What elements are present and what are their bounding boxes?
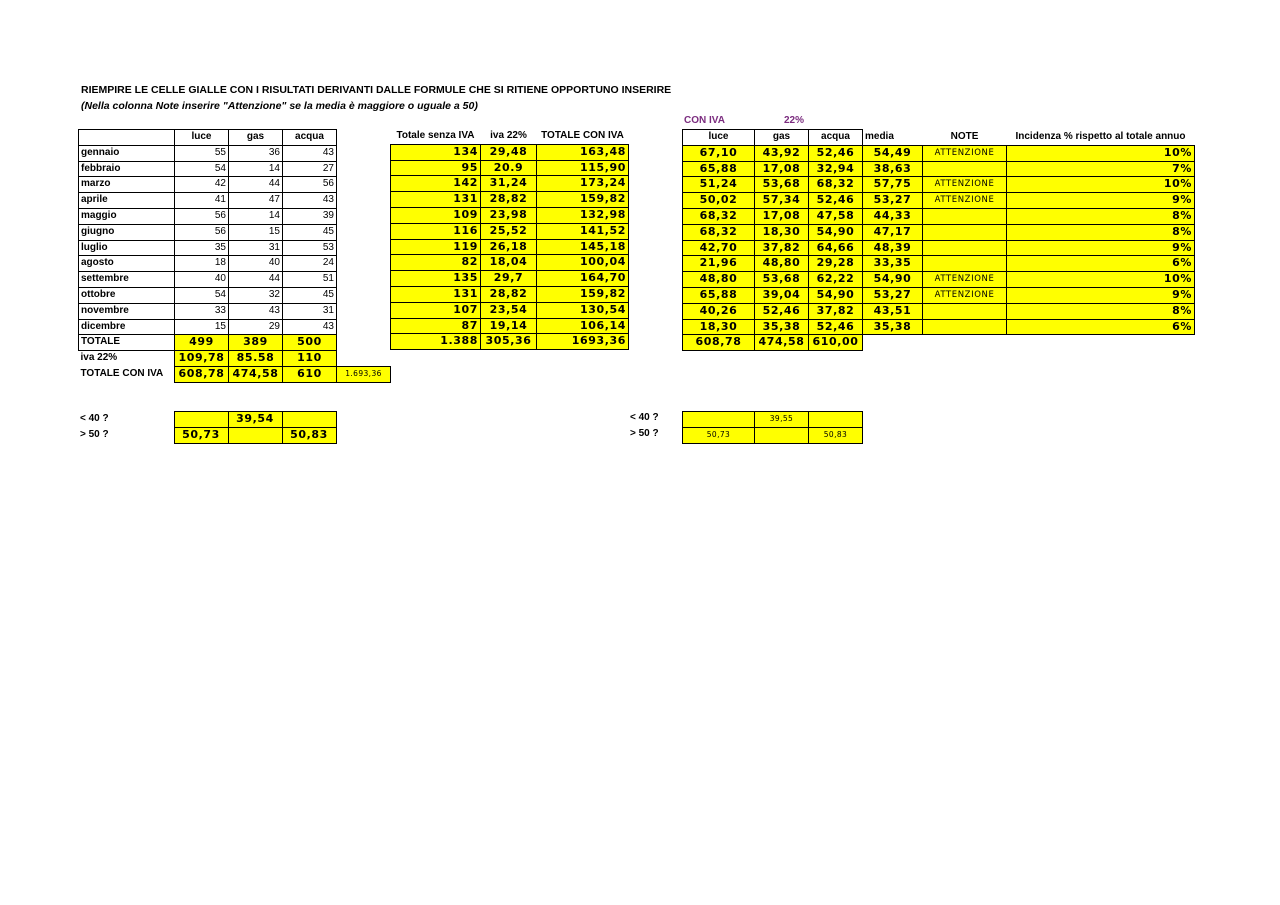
totale-con-iva-cell[interactable]: 145,18	[537, 239, 629, 255]
table-row	[79, 145, 391, 161]
right-acqua-cell[interactable]: 68,32	[809, 177, 863, 193]
media-cell[interactable]: 43,51	[863, 303, 923, 319]
totale-iva-row	[79, 366, 391, 382]
iva-22-cell[interactable]: 20.9	[481, 160, 537, 176]
table-row	[391, 302, 629, 318]
totale-senza-iva-cell[interactable]: 119	[391, 239, 481, 255]
totale-con-iva-cell[interactable]: 100,04	[537, 255, 629, 271]
totals-table	[390, 129, 629, 350]
lt40-gas-cell[interactable]: 39,54	[228, 412, 282, 428]
right-luce-cell[interactable]: 42,70	[683, 240, 755, 256]
table-row	[683, 224, 1195, 240]
table-row	[683, 303, 1195, 319]
totale-senza-iva-cell[interactable]: 87	[391, 318, 481, 334]
totale-label: TOTALE	[79, 335, 175, 351]
table-row	[79, 256, 391, 272]
mid-col-header: Totale senza IVA	[396, 130, 475, 141]
table-row	[391, 286, 629, 302]
value-cell-luce[interactable]: 56	[175, 208, 229, 224]
page-title: RIEMPIRE LE CELLE GIALLE CON I RISULTATI DERIVANTI DALLE FORMULE CHE SI RITIENE OPPORTUNO INSERIRE	[81, 84, 672, 96]
month-label: maggio	[79, 208, 175, 224]
incidenza-cell[interactable]: 6%	[1007, 319, 1195, 335]
note-cell[interactable]	[923, 224, 1007, 240]
note-cell[interactable]: ATTENZIONE	[923, 145, 1007, 161]
right-gas-cell[interactable]: 53,68	[755, 177, 809, 193]
lt40-label: < 40 ?	[80, 413, 109, 424]
totale-senza-iva-cell[interactable]: 109	[391, 207, 481, 223]
value-cell-acqua[interactable]: 43	[283, 145, 337, 161]
right-col-header-acqua: acqua	[809, 130, 863, 146]
table-row	[391, 239, 629, 255]
table-row	[391, 160, 629, 176]
totale-row	[79, 335, 391, 351]
right-gas-cell[interactable]: 17,08	[755, 208, 809, 224]
table-row	[391, 207, 629, 223]
value-cell-luce[interactable]: 33	[175, 303, 229, 319]
table-row	[79, 224, 391, 240]
totale-iva-cell-acqua[interactable]: 610	[283, 366, 337, 382]
value-cell-acqua[interactable]: 45	[283, 287, 337, 303]
value-cell-gas[interactable]: 36	[229, 145, 283, 161]
month-label: marzo	[79, 177, 175, 193]
totale-con-iva-cell[interactable]: 164,70	[537, 271, 629, 287]
right-acqua-cell[interactable]: 64,66	[809, 240, 863, 256]
value-cell-luce[interactable]: 15	[175, 319, 229, 335]
incidenza-cell[interactable]: 8%	[1007, 208, 1195, 224]
lt40-label-right: < 40 ?	[630, 412, 659, 423]
value-cell-gas[interactable]: 14	[229, 208, 283, 224]
media-cell[interactable]: 48,39	[863, 240, 923, 256]
value-cell-acqua[interactable]: 24	[283, 256, 337, 272]
right-gas-cell[interactable]: 35,38	[755, 319, 809, 335]
note-cell[interactable]	[923, 256, 1007, 272]
value-cell-luce[interactable]: 56	[175, 224, 229, 240]
totale-con-iva-cell[interactable]: 115,90	[537, 160, 629, 176]
value-cell-luce[interactable]: 42	[175, 177, 229, 193]
right-acqua-cell[interactable]: 54,90	[809, 224, 863, 240]
table-row	[391, 223, 629, 239]
table-row	[79, 193, 391, 209]
iva-22-cell[interactable]: 18,04	[481, 255, 537, 271]
right-acqua-cell[interactable]: 54,90	[809, 287, 863, 303]
totale-senza-iva-cell[interactable]: 116	[391, 223, 481, 239]
table-row	[683, 193, 1195, 209]
month-label: agosto	[79, 256, 175, 272]
month-label: febbraio	[79, 161, 175, 177]
right-luce-cell[interactable]: 65,88	[683, 161, 755, 177]
incidenza-cell[interactable]: 10%	[1007, 145, 1195, 161]
right-gas-cell[interactable]: 52,46	[755, 303, 809, 319]
iva-table	[682, 129, 1195, 351]
lt40-gas-cell-right[interactable]: 39,55	[755, 412, 809, 428]
mid-header-row	[391, 129, 629, 144]
corner-cell	[79, 130, 175, 146]
note-cell[interactable]: ATTENZIONE	[923, 177, 1007, 193]
left-header-row	[79, 130, 391, 146]
totale-cell-luce[interactable]: 499	[175, 335, 229, 351]
month-label: settembre	[79, 272, 175, 288]
table-row	[683, 145, 1195, 161]
value-cell-acqua[interactable]: 43	[283, 319, 337, 335]
threshold-row-lt40-right	[683, 412, 863, 428]
consumption-table	[78, 129, 391, 383]
table-row	[79, 161, 391, 177]
right-acqua-cell[interactable]: 37,82	[809, 303, 863, 319]
value-cell-gas[interactable]: 29	[229, 319, 283, 335]
value-cell-luce[interactable]: 35	[175, 240, 229, 256]
right-gas-cell[interactable]: 43,92	[755, 145, 809, 161]
right-acqua-cell[interactable]: 52,46	[809, 193, 863, 209]
media-cell[interactable]: 33,35	[863, 256, 923, 272]
incidenza-cell[interactable]: 10%	[1007, 177, 1195, 193]
totale-con-iva-cell[interactable]: 159,82	[537, 286, 629, 302]
gt50-gas-cell[interactable]	[228, 427, 282, 443]
iva-cell-acqua[interactable]: 110	[283, 351, 337, 367]
month-label: gennaio	[79, 145, 175, 161]
media-cell[interactable]: 53,27	[863, 193, 923, 209]
right-col-header-luce: luce	[683, 130, 755, 146]
iva-22-cell[interactable]: 23,98	[481, 207, 537, 223]
right-gas-cell[interactable]: 17,08	[755, 161, 809, 177]
table-row	[683, 287, 1195, 303]
value-cell-luce[interactable]: 18	[175, 256, 229, 272]
iva-percent-label: 22%	[784, 115, 805, 126]
totale-cell-gas[interactable]: 389	[229, 335, 283, 351]
value-cell-luce[interactable]: 54	[175, 287, 229, 303]
right-totale-acqua[interactable]: 610,00	[809, 335, 863, 351]
iva-row	[79, 351, 391, 367]
right-totale-luce[interactable]: 608,78	[683, 335, 755, 351]
threshold-table-left	[78, 411, 337, 444]
value-cell-gas[interactable]: 47	[229, 193, 283, 209]
iva-22-cell[interactable]: 19,14	[481, 318, 537, 334]
month-label: dicembre	[79, 319, 175, 335]
media-cell[interactable]: 54,49	[863, 145, 923, 161]
iva-cell-luce[interactable]: 109,78	[175, 351, 229, 367]
incidenza-cell[interactable]: 10%	[1007, 272, 1195, 288]
right-acqua-cell[interactable]: 52,46	[809, 145, 863, 161]
table-row	[79, 287, 391, 303]
note-cell[interactable]	[923, 303, 1007, 319]
table-row	[391, 255, 629, 271]
gt50-acqua-cell-right[interactable]: 50,83	[809, 427, 863, 443]
right-luce-cell[interactable]: 51,24	[683, 177, 755, 193]
spacer-cell	[337, 272, 391, 288]
right-totale-gas[interactable]: 474,58	[755, 335, 809, 351]
month-label: ottobre	[79, 287, 175, 303]
table-row	[683, 256, 1195, 272]
totale-senza-iva-cell[interactable]: 134	[391, 144, 481, 160]
right-header-row	[683, 130, 1195, 146]
iva-22-cell[interactable]: 23,54	[481, 302, 537, 318]
totale-con-iva-cell[interactable]: 141,52	[537, 223, 629, 239]
value-cell-luce[interactable]: 55	[175, 145, 229, 161]
right-acqua-cell[interactable]: 47,58	[809, 208, 863, 224]
table-row	[683, 161, 1195, 177]
table-row	[683, 177, 1195, 193]
value-cell-acqua[interactable]: 51	[283, 272, 337, 288]
totale-con-iva-cell[interactable]: 173,24	[537, 176, 629, 192]
iva-cell-gas[interactable]: 85.58	[229, 351, 283, 367]
value-cell-acqua[interactable]: 39	[283, 208, 337, 224]
iva-22-cell[interactable]: 28,82	[481, 286, 537, 302]
gt50-luce-cell[interactable]: 50,73	[174, 427, 228, 443]
media-cell[interactable]: 44,33	[863, 208, 923, 224]
right-luce-cell[interactable]: 67,10	[683, 145, 755, 161]
right-acqua-cell[interactable]: 52,46	[809, 319, 863, 335]
mid-totale-senza-iva[interactable]: 1.388	[391, 334, 481, 350]
value-cell-acqua[interactable]: 43	[283, 193, 337, 209]
mid-totale-row	[391, 334, 629, 350]
table-row	[79, 319, 391, 335]
note-cell[interactable]: ATTENZIONE	[923, 287, 1007, 303]
value-cell-gas[interactable]: 14	[229, 161, 283, 177]
incidenza-cell[interactable]: 6%	[1007, 256, 1195, 272]
table-row	[79, 272, 391, 288]
right-gas-cell[interactable]: 39,04	[755, 287, 809, 303]
table-row	[683, 240, 1195, 256]
totale-senza-iva-cell[interactable]: 95	[391, 160, 481, 176]
totale-senza-iva-cell[interactable]: 107	[391, 302, 481, 318]
totale-iva-cell-gas[interactable]: 474,58	[229, 366, 283, 382]
totale-con-iva-cell[interactable]: 159,82	[537, 192, 629, 208]
right-gas-cell[interactable]: 37,82	[755, 240, 809, 256]
value-cell-acqua[interactable]: 56	[283, 177, 337, 193]
month-label: aprile	[79, 193, 175, 209]
month-label: luglio	[79, 240, 175, 256]
spacer-cell	[337, 177, 391, 193]
incidenza-cell[interactable]: 7%	[1007, 161, 1195, 177]
value-cell-luce[interactable]: 41	[175, 193, 229, 209]
right-col-header-incidenza: Incidenza % rispetto al totale annuo	[1015, 130, 1186, 142]
table-row	[683, 208, 1195, 224]
col-header-acqua: acqua	[283, 130, 337, 146]
totale-iva-label: TOTALE CON IVA	[80, 367, 164, 379]
value-cell-luce[interactable]: 40	[175, 272, 229, 288]
gt50-gas-cell-right[interactable]	[755, 427, 809, 443]
table-row	[683, 272, 1195, 288]
spacer-cell	[337, 224, 391, 240]
media-cell[interactable]: 57,75	[863, 177, 923, 193]
right-luce-cell[interactable]: 50,02	[683, 193, 755, 209]
value-cell-gas[interactable]: 43	[229, 303, 283, 319]
note-cell[interactable]: ATTENZIONE	[923, 272, 1007, 288]
page-subtitle: (Nella colonna Note inserire "Attenzione" se la media è maggiore o uguale a 50)	[81, 100, 478, 112]
iva-22-cell[interactable]: 29,48	[481, 144, 537, 160]
totale-senza-iva-cell[interactable]: 135	[391, 271, 481, 287]
spacer-cell	[337, 208, 391, 224]
iva-22-cell[interactable]: 26,18	[481, 239, 537, 255]
right-col-header-gas: gas	[755, 130, 809, 146]
spacer-cell	[337, 335, 391, 351]
totale-senza-iva-cell[interactable]: 131	[391, 192, 481, 208]
threshold-table-right	[682, 411, 863, 444]
incidenza-cell[interactable]: 8%	[1007, 303, 1195, 319]
right-luce-cell[interactable]: 65,88	[683, 287, 755, 303]
gt50-label-right: > 50 ?	[630, 428, 659, 439]
right-luce-cell[interactable]: 68,32	[683, 224, 755, 240]
media-cell[interactable]: 54,90	[863, 272, 923, 288]
spacer-cell	[337, 287, 391, 303]
mid-col-header: TOTALE CON IVA	[541, 130, 624, 141]
right-totale-row	[683, 335, 1195, 351]
table-row	[391, 271, 629, 287]
month-label: novembre	[79, 303, 175, 319]
value-cell-gas[interactable]: 15	[229, 224, 283, 240]
value-cell-acqua[interactable]: 27	[283, 161, 337, 177]
spacer-cell	[337, 161, 391, 177]
totale-con-iva-cell[interactable]: 163,48	[537, 144, 629, 160]
mid-totale-con-iva[interactable]: 1693,36	[537, 334, 629, 350]
table-row	[391, 192, 629, 208]
col-header-luce: luce	[175, 130, 229, 146]
spacer-cell	[337, 319, 391, 335]
media-cell[interactable]: 53,27	[863, 287, 923, 303]
right-col-header-note: NOTE	[950, 130, 979, 142]
totale-iva-cell-luce[interactable]: 608,78	[175, 366, 229, 382]
grand-total-cell[interactable]: 1.693,36	[337, 366, 391, 382]
value-cell-gas[interactable]: 31	[229, 240, 283, 256]
media-cell[interactable]: 35,38	[863, 319, 923, 335]
totale-con-iva-cell[interactable]: 130,54	[537, 302, 629, 318]
spacer-cell	[337, 193, 391, 209]
lt40-luce-cell-right[interactable]	[683, 412, 755, 428]
gt50-label: > 50 ?	[80, 428, 109, 440]
right-luce-cell[interactable]: 18,30	[683, 319, 755, 335]
totale-senza-iva-cell[interactable]: 131	[391, 286, 481, 302]
gt50-luce-cell-right[interactable]: 50,73	[683, 427, 755, 443]
table-row	[391, 318, 629, 334]
spacer-cell	[337, 256, 391, 272]
lt40-acqua-cell[interactable]	[282, 412, 336, 428]
incidenza-cell[interactable]: 9%	[1007, 193, 1195, 209]
right-acqua-cell[interactable]: 32,94	[809, 161, 863, 177]
lt40-luce-cell[interactable]	[174, 412, 228, 428]
incidenza-cell[interactable]: 9%	[1007, 240, 1195, 256]
iva-22-cell[interactable]: 29,7	[481, 271, 537, 287]
iva-label: iva 22%	[80, 352, 118, 364]
totale-senza-iva-cell[interactable]: 82	[391, 255, 481, 271]
right-col-header-media: media	[865, 130, 894, 142]
note-cell[interactable]	[923, 319, 1007, 335]
value-cell-acqua[interactable]: 31	[283, 303, 337, 319]
table-row	[683, 319, 1195, 335]
note-cell[interactable]: ATTENZIONE	[923, 193, 1007, 209]
right-gas-cell[interactable]: 57,34	[755, 193, 809, 209]
right-gas-cell[interactable]: 18,30	[755, 224, 809, 240]
totale-con-iva-cell[interactable]: 132,98	[537, 207, 629, 223]
mid-col-header: iva 22%	[490, 130, 527, 141]
totale-senza-iva-cell[interactable]: 142	[391, 176, 481, 192]
media-cell[interactable]: 47,17	[863, 224, 923, 240]
right-luce-cell[interactable]: 21,96	[683, 256, 755, 272]
lt40-acqua-cell-right[interactable]	[809, 412, 863, 428]
spacer-cell	[337, 145, 391, 161]
totale-cell-acqua[interactable]: 500	[283, 335, 337, 351]
note-cell[interactable]	[923, 161, 1007, 177]
right-luce-cell[interactable]: 48,80	[683, 272, 755, 288]
table-row	[79, 303, 391, 319]
spacer-cell	[337, 130, 391, 146]
spacer-cell	[337, 351, 391, 367]
value-cell-gas[interactable]: 44	[229, 272, 283, 288]
right-gas-cell[interactable]: 48,80	[755, 256, 809, 272]
table-row	[79, 177, 391, 193]
iva-22-cell[interactable]: 28,82	[481, 192, 537, 208]
value-cell-gas[interactable]: 40	[229, 256, 283, 272]
gt50-acqua-cell[interactable]: 50,83	[282, 427, 336, 443]
right-acqua-cell[interactable]: 62,22	[809, 272, 863, 288]
value-cell-luce[interactable]: 54	[175, 161, 229, 177]
right-luce-cell[interactable]: 40,26	[683, 303, 755, 319]
totale-con-iva-cell[interactable]: 106,14	[537, 318, 629, 334]
media-cell[interactable]: 38,63	[863, 161, 923, 177]
col-header-gas: gas	[229, 130, 283, 146]
threshold-row-gt50-right	[683, 427, 863, 443]
month-label: giugno	[79, 224, 175, 240]
value-cell-acqua[interactable]: 53	[283, 240, 337, 256]
right-acqua-cell[interactable]: 29,28	[809, 256, 863, 272]
value-cell-acqua[interactable]: 45	[283, 224, 337, 240]
iva-22-cell[interactable]: 31,24	[481, 176, 537, 192]
mid-totale-iva[interactable]: 305,36	[481, 334, 537, 350]
spacer-cell	[337, 240, 391, 256]
incidenza-cell[interactable]: 8%	[1007, 224, 1195, 240]
note-cell[interactable]	[923, 240, 1007, 256]
table-row	[391, 176, 629, 192]
con-iva-label: CON IVA	[684, 115, 725, 126]
table-row	[391, 144, 629, 160]
note-cell[interactable]	[923, 208, 1007, 224]
threshold-row-lt40	[78, 412, 336, 428]
value-cell-gas[interactable]: 32	[229, 287, 283, 303]
value-cell-gas[interactable]: 44	[229, 177, 283, 193]
table-row	[79, 208, 391, 224]
table-row	[79, 240, 391, 256]
right-luce-cell[interactable]: 68,32	[683, 208, 755, 224]
incidenza-cell[interactable]: 9%	[1007, 287, 1195, 303]
spacer-cell	[337, 303, 391, 319]
iva-22-cell[interactable]: 25,52	[481, 223, 537, 239]
right-gas-cell[interactable]: 53,68	[755, 272, 809, 288]
threshold-row-gt50	[78, 427, 336, 443]
